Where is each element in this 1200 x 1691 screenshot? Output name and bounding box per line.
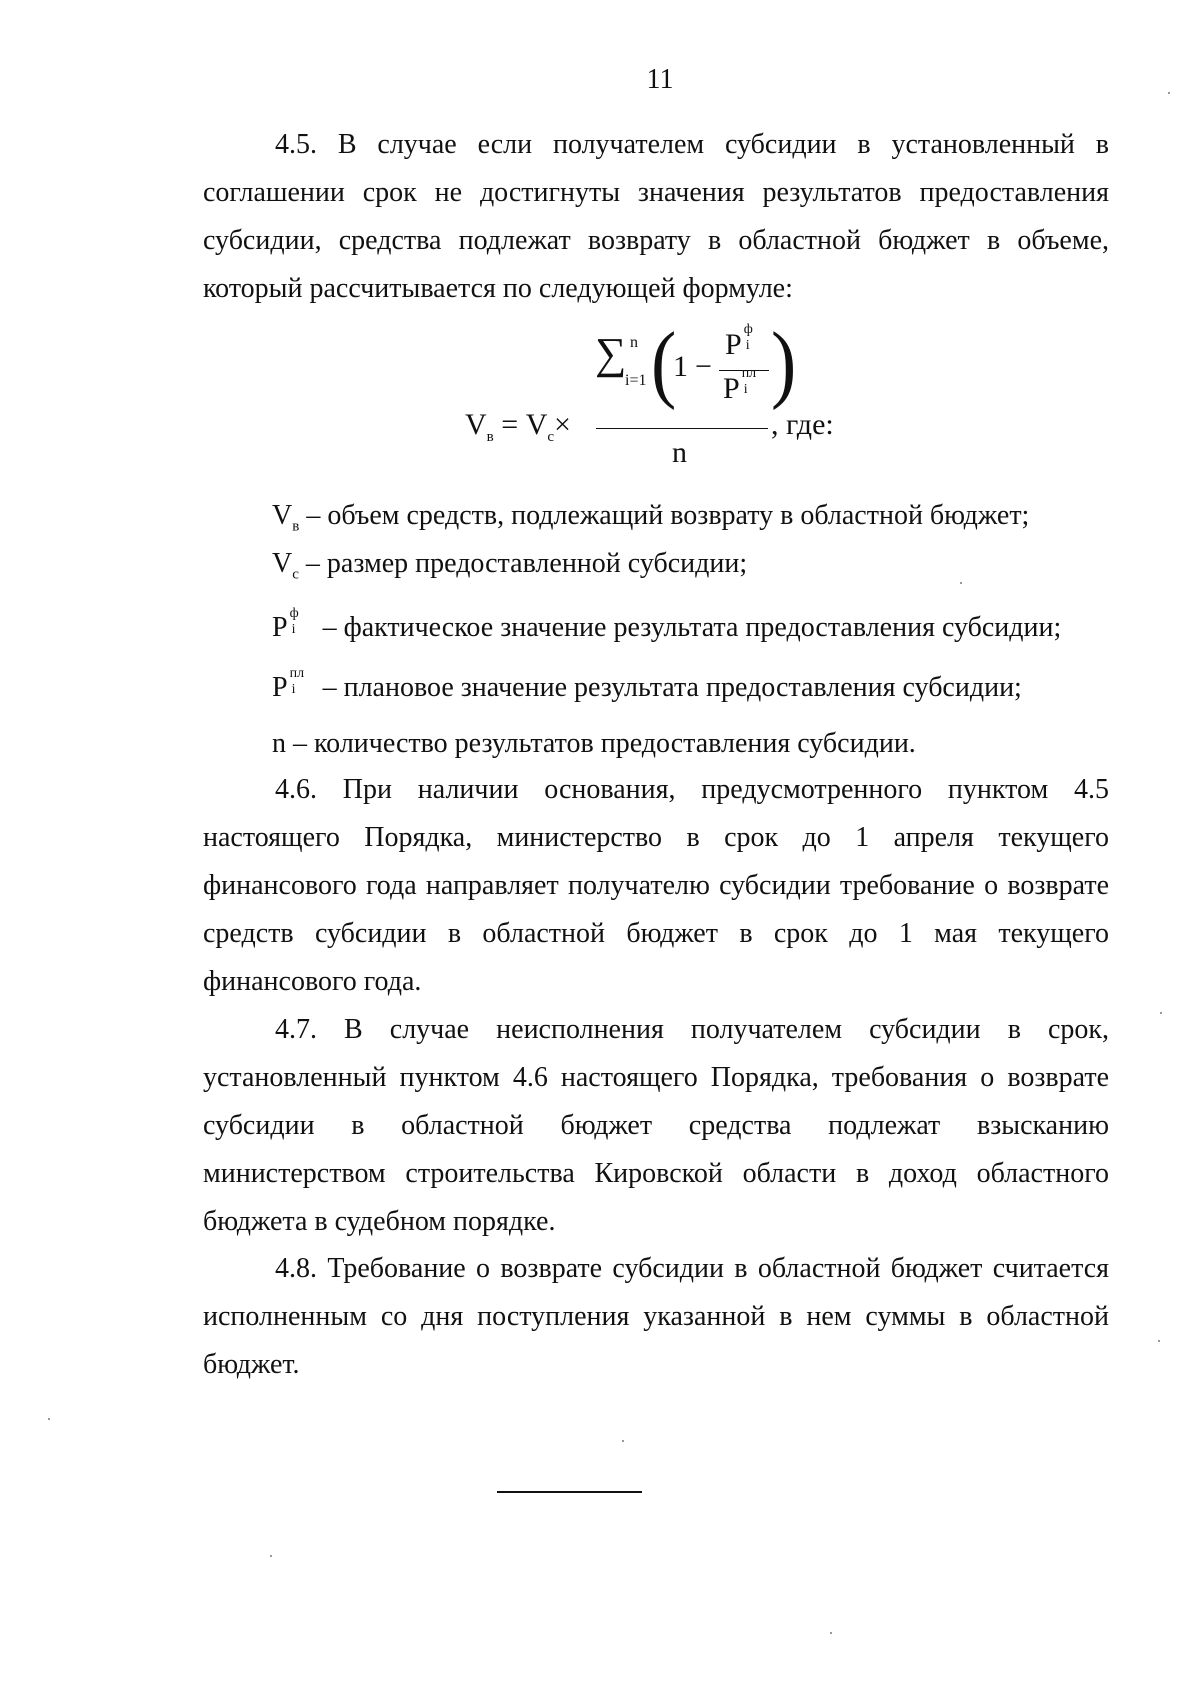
scan-speck — [1160, 1012, 1162, 1014]
definition-p-fact: P ф i – фактическое значение результата предоставления субсидии; — [272, 606, 1062, 643]
page-number: 11 — [646, 64, 674, 95]
formula-minus: − — [695, 350, 712, 383]
formula-lhs: $V_в = V_с\times$ — [465, 408, 571, 445]
paragraph-4-6: 4.6. При наличии основания, предусмотренного пунктом 4.5 настоящего Порядка, министерство в срок до 1 апреля текущего финансового года направляет получателю субсидии требование о возврате средств субсидии в областной бюджет в срок до 1 мая текущего финансового года. — [203, 774, 1109, 997]
definition-v-subsidy: $V_с$ – размер предоставленной субсидии; — [272, 548, 748, 583]
formula-p-plan: P пл i — [723, 366, 757, 405]
scan-speck — [270, 1555, 272, 1557]
definition-v-return: $V_в$ – объем средств, подлежащий возврату в областной бюджет; — [272, 500, 1030, 535]
definition-n: n – количество результатов предоставления субсидии. — [272, 728, 916, 759]
formula-upper-limit: n — [630, 334, 638, 351]
scan-speck — [830, 1632, 832, 1634]
formula-p-fact: P ф i — [725, 322, 753, 361]
scan-speck — [622, 1440, 624, 1442]
formula-suffix: , где: — [771, 408, 834, 441]
paragraph-4-8: 4.8. Требование о возврате субсидии в областной бюджет считается исполненным со дня поступления указанной в нем суммы в областной бюджет. — [203, 1253, 1109, 1380]
scan-speck — [960, 582, 962, 584]
paragraph-4-7: 4.7. В случае неисполнения получателем субсидии в срок, установленный пунктом 4.6 настоящего Порядка, требования о возврате субсидии в областной бюджет средства подлежат взысканию министерством строительства Кировской области в доход областного бюджета в судебном порядке. — [203, 1014, 1109, 1237]
formula-denominator: n — [672, 436, 687, 469]
formula-paren-left: ( — [651, 314, 677, 412]
formula-fraction-line — [596, 428, 768, 429]
formula-sigma: ∑ — [595, 329, 627, 378]
scan-speck — [1168, 92, 1170, 94]
scan-speck — [48, 1418, 50, 1420]
formula-paren-right: ) — [771, 314, 797, 412]
definition-p-plan: P пл i – плановое значение результата предоставления субсидии; — [272, 666, 1022, 703]
formula-lower-limit: i=1 — [625, 372, 647, 389]
return-formula — [465, 314, 895, 478]
formula-one: 1 — [673, 350, 688, 383]
scan-speck — [1158, 1340, 1160, 1342]
end-rule — [497, 1491, 642, 1493]
paragraph-4-5: 4.5. В случае если получателем субсидии в установленный в соглашении срок не достигнуты значения результатов предоставления субсидии, средства подлежат возврату в областной бюджет в объеме, который рассчитывается по следующей формуле: — [203, 129, 1109, 304]
